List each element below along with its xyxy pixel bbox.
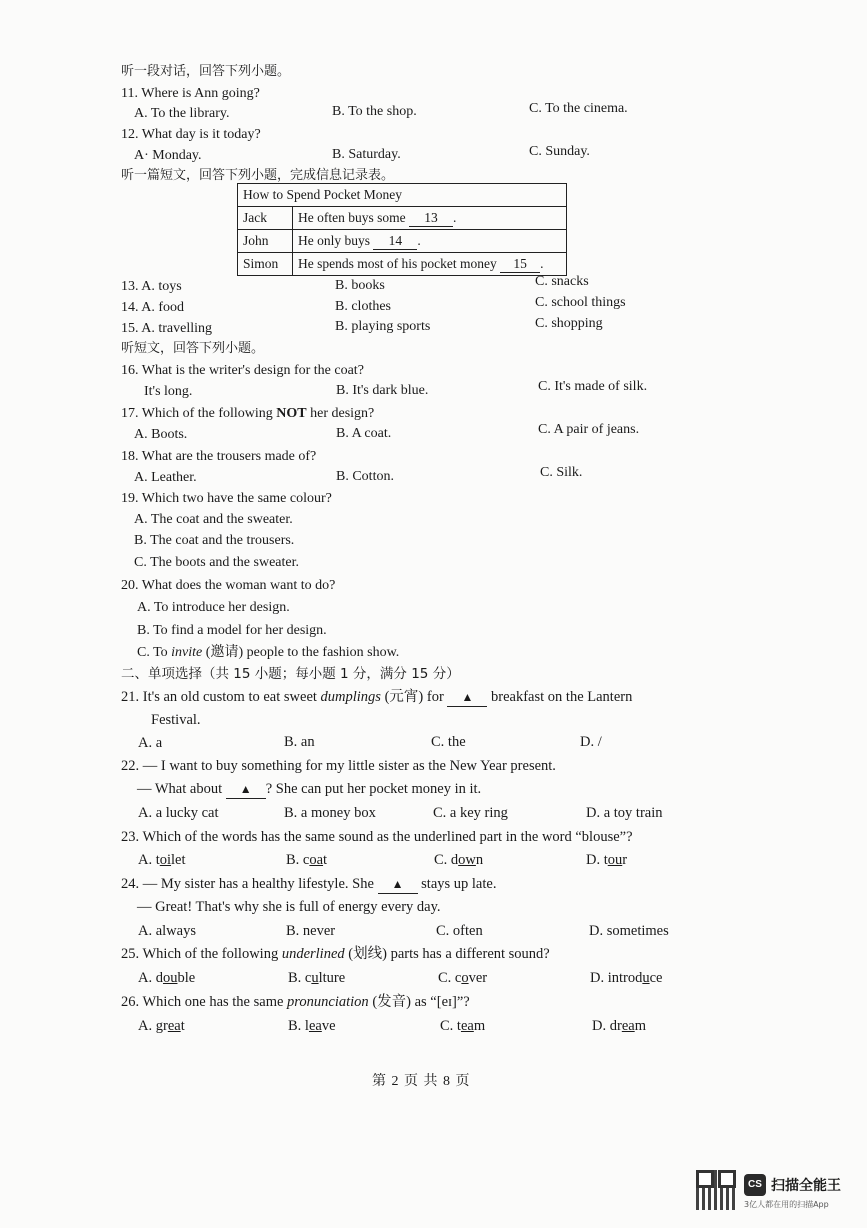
stem-emphasis: NOT — [276, 406, 307, 421]
option-text: ce — [649, 970, 663, 986]
q20-option-c — [137, 644, 399, 662]
question-17-stem — [121, 405, 374, 423]
stem-text: 24. — My sister has a healthy lifestyle. She — [121, 876, 378, 892]
option-text: n — [475, 852, 484, 868]
option-text: ver — [468, 970, 488, 986]
q20-option-b: B. To find a model for her design. — [137, 623, 327, 638]
option-text: C. t — [440, 1018, 461, 1034]
underlined-part: oa — [309, 852, 324, 868]
underlined-part: ea — [308, 1018, 322, 1034]
pocket-money-table — [237, 183, 567, 276]
q18-option-a: A. Leather. — [134, 470, 197, 485]
q11-option-c: C. To the cinema. — [529, 101, 628, 116]
page-number: 第 2 页 共 8 页 — [372, 1074, 471, 1089]
option-text: t — [323, 852, 328, 868]
option-text: B. l — [288, 1018, 309, 1034]
q21-option-d: D. / — [580, 734, 602, 750]
option-emphasis: invite — [171, 645, 203, 660]
option-text: A. d — [138, 970, 163, 986]
q13-option-c: C. snacks — [535, 274, 589, 289]
option-text: C. d — [434, 852, 459, 868]
row-end: . — [417, 232, 421, 248]
answer-blank-24[interactable]: ▲ — [378, 875, 418, 894]
option-text: m — [473, 1018, 486, 1034]
stem-text: (划线) parts has a different sound? — [344, 946, 550, 962]
q26-option-d — [592, 1017, 646, 1035]
option-text: A. gr — [138, 1018, 168, 1034]
scanner-tagline: 3亿人都在用的扫描App — [744, 1200, 829, 1209]
q14-option-c: C. school things — [535, 295, 626, 310]
q15-option-a: 15. A. travelling — [121, 321, 212, 336]
option-text: B. c — [286, 852, 310, 868]
q25-option-c — [438, 969, 487, 987]
row-name: Jack — [238, 207, 293, 230]
table-row — [238, 230, 567, 253]
row-text: He often buys some — [298, 209, 406, 225]
option-text: r — [622, 852, 628, 868]
option-text: (邀请) people to the fashion show. — [202, 645, 400, 660]
q11-option-b: B. To the shop. — [332, 104, 417, 119]
stem-text: her design? — [306, 406, 375, 421]
question-22-line2 — [137, 780, 481, 799]
q24-option-a: A. always — [138, 923, 196, 939]
question-21-stem — [121, 688, 632, 707]
q26-option-c — [440, 1017, 485, 1035]
camscanner-logo: CS — [744, 1174, 766, 1196]
option-text: C. To — [137, 645, 172, 660]
question-18-stem: 18. What are the trousers made of? — [121, 449, 317, 464]
underlined-part: ea — [460, 1018, 474, 1034]
underlined-part: ou — [607, 852, 623, 868]
option-text: B. c — [288, 970, 312, 986]
q15-option-c: C. shopping — [535, 316, 603, 331]
q23-option-a — [138, 851, 186, 869]
stem-text: stays up late. — [417, 876, 497, 892]
q24-option-d: D. sometimes — [589, 923, 669, 939]
q16-option-a: It's long. — [144, 384, 193, 399]
table-title: How to Spend Pocket Money — [238, 184, 567, 207]
q17-option-b: B. A coat. — [336, 426, 392, 441]
question-26-stem — [121, 993, 470, 1011]
qr-code-icon — [696, 1170, 736, 1210]
section-intro-short: 听短文，回答下列小题。 — [121, 341, 265, 356]
q17-option-a: A. Boots. — [134, 427, 188, 442]
q23-option-c — [434, 851, 483, 869]
question-24-line1 — [121, 875, 496, 894]
answer-blank-22[interactable]: ▲ — [226, 780, 266, 799]
underlined-part: ow — [458, 852, 476, 868]
q18-option-c: C. Silk. — [540, 465, 583, 480]
q17-option-c: C. A pair of jeans. — [538, 422, 640, 437]
question-22-line1: 22. — I want to buy something for my little sister as the New Year present. — [121, 758, 556, 774]
q14-option-b: B. clothes — [335, 299, 391, 314]
stem-emphasis: pronunciation — [287, 994, 369, 1010]
table-row — [238, 207, 567, 230]
section-heading-part2: 二、单项选择（共 15 小题；每小题 1 分，满分 15 分） — [121, 666, 460, 682]
option-text: C. c — [438, 970, 462, 986]
question-23-stem: 23. Which of the words has the same sound as the underlined part in the word “blouse”? — [121, 829, 633, 845]
question-12-stem: 12. What day is it today? — [121, 127, 261, 142]
option-text: D. t — [586, 852, 608, 868]
answer-blank-15[interactable]: 15 — [500, 256, 540, 273]
q22-option-c: C. a key ring — [433, 805, 508, 821]
question-16-stem: 16. What is the writer's design for the coat? — [121, 363, 364, 378]
q21-option-c: C. the — [431, 734, 466, 750]
stem-text: 17. Which of the following — [121, 406, 277, 421]
option-text: D. introd — [590, 970, 643, 986]
option-text: let — [171, 852, 186, 868]
row-text: He spends most of his pocket money — [298, 255, 497, 271]
question-19-stem: 19. Which two have the same colour? — [121, 491, 332, 506]
answer-blank-21[interactable]: ▲ — [447, 688, 487, 707]
q12-option-b: B. Saturday. — [332, 147, 401, 162]
q25-option-b — [288, 969, 345, 987]
q13-option-b: B. books — [335, 278, 385, 293]
section-intro-passage: 听一篇短文，回答下列小题，完成信息记录表。 — [121, 168, 395, 183]
q19-option-b: B. The coat and the trousers. — [134, 533, 295, 548]
q24-option-c: C. often — [436, 923, 483, 939]
q19-option-a: A. The coat and the sweater. — [134, 512, 293, 527]
answer-blank-13[interactable]: 13 — [409, 210, 453, 227]
stem-text: (发音) as “[eɪ]”? — [368, 994, 470, 1010]
underlined-part: u — [311, 970, 319, 986]
option-text: lture — [318, 970, 346, 986]
option-text: m — [634, 1018, 646, 1034]
question-11-stem: 11. Where is Ann going? — [121, 86, 260, 101]
option-text: ble — [177, 970, 196, 986]
stem-text: ? She can put her pocket money in it. — [265, 781, 482, 797]
q19-option-c: C. The boots and the sweater. — [134, 555, 299, 570]
q21-option-a: A. a — [138, 735, 163, 751]
scanner-app-name: 扫描全能王 — [771, 1178, 841, 1194]
answer-blank-14[interactable]: 14 — [373, 233, 417, 250]
q18-option-b: B. Cotton. — [336, 469, 394, 484]
q25-option-a — [138, 969, 195, 987]
underlined-part: ea — [621, 1018, 635, 1034]
stem-emphasis: dumplings — [320, 689, 381, 705]
question-25-stem — [121, 945, 550, 963]
stem-text: 25. Which of the following — [121, 946, 282, 962]
option-text: A. t — [138, 852, 160, 868]
table-row — [238, 253, 567, 276]
q12-option-c: C. Sunday. — [529, 144, 590, 159]
q22-option-b: B. a money box — [284, 805, 376, 821]
q15-option-b: B. playing sports — [335, 319, 431, 334]
q26-option-b — [288, 1017, 336, 1035]
row-end: . — [452, 209, 457, 225]
question-24-line2: — Great! That's why she is full of energy every day. — [137, 899, 441, 915]
row-end: . — [540, 255, 544, 271]
stem-text: — What about — [137, 781, 226, 797]
row-name: Simon — [238, 253, 293, 276]
underlined-part: u — [642, 970, 650, 986]
section-intro-dialogue: 听一段对话，回答下列小题。 — [121, 64, 291, 79]
q24-option-b: B. never — [286, 923, 336, 939]
stem-text: breakfast on the Lantern — [487, 689, 633, 705]
stem-text: 21. It's an old custom to eat sweet — [121, 689, 321, 705]
stem-text: 26. Which one has the same — [121, 994, 288, 1010]
q26-option-a — [138, 1017, 185, 1035]
row-name: John — [238, 230, 293, 253]
stem-text: (元宵) for — [380, 689, 448, 705]
q25-option-d — [590, 969, 662, 987]
underlined-part: ou — [162, 970, 178, 986]
row-text: He only buys — [298, 232, 370, 248]
underlined-part: o — [461, 970, 469, 986]
q12-option-a: A· Monday. — [134, 148, 202, 163]
q22-option-d: D. a toy train — [586, 805, 663, 821]
q14-option-a: 14. A. food — [121, 300, 184, 315]
question-21-continued: Festival. — [151, 712, 201, 728]
underlined-part: ea — [167, 1018, 181, 1034]
option-text: D. dr — [592, 1018, 622, 1034]
stem-emphasis: underlined — [281, 946, 345, 962]
q11-option-a: A. To the library. — [134, 106, 230, 121]
q16-option-c: C. It's made of silk. — [538, 379, 648, 394]
question-20-stem: 20. What does the woman want to do? — [121, 578, 336, 593]
q13-option-a: 13. A. toys — [121, 279, 182, 294]
q21-option-b: B. an — [284, 734, 315, 750]
q23-option-d — [586, 851, 627, 869]
q20-option-a: A. To introduce her design. — [137, 600, 290, 615]
underlined-part: oi — [159, 852, 172, 868]
q16-option-b: B. It's dark blue. — [336, 383, 429, 398]
option-text: t — [180, 1018, 185, 1034]
q22-option-a: A. a lucky cat — [138, 805, 219, 821]
option-text: ve — [321, 1018, 336, 1034]
q23-option-b — [286, 851, 327, 869]
